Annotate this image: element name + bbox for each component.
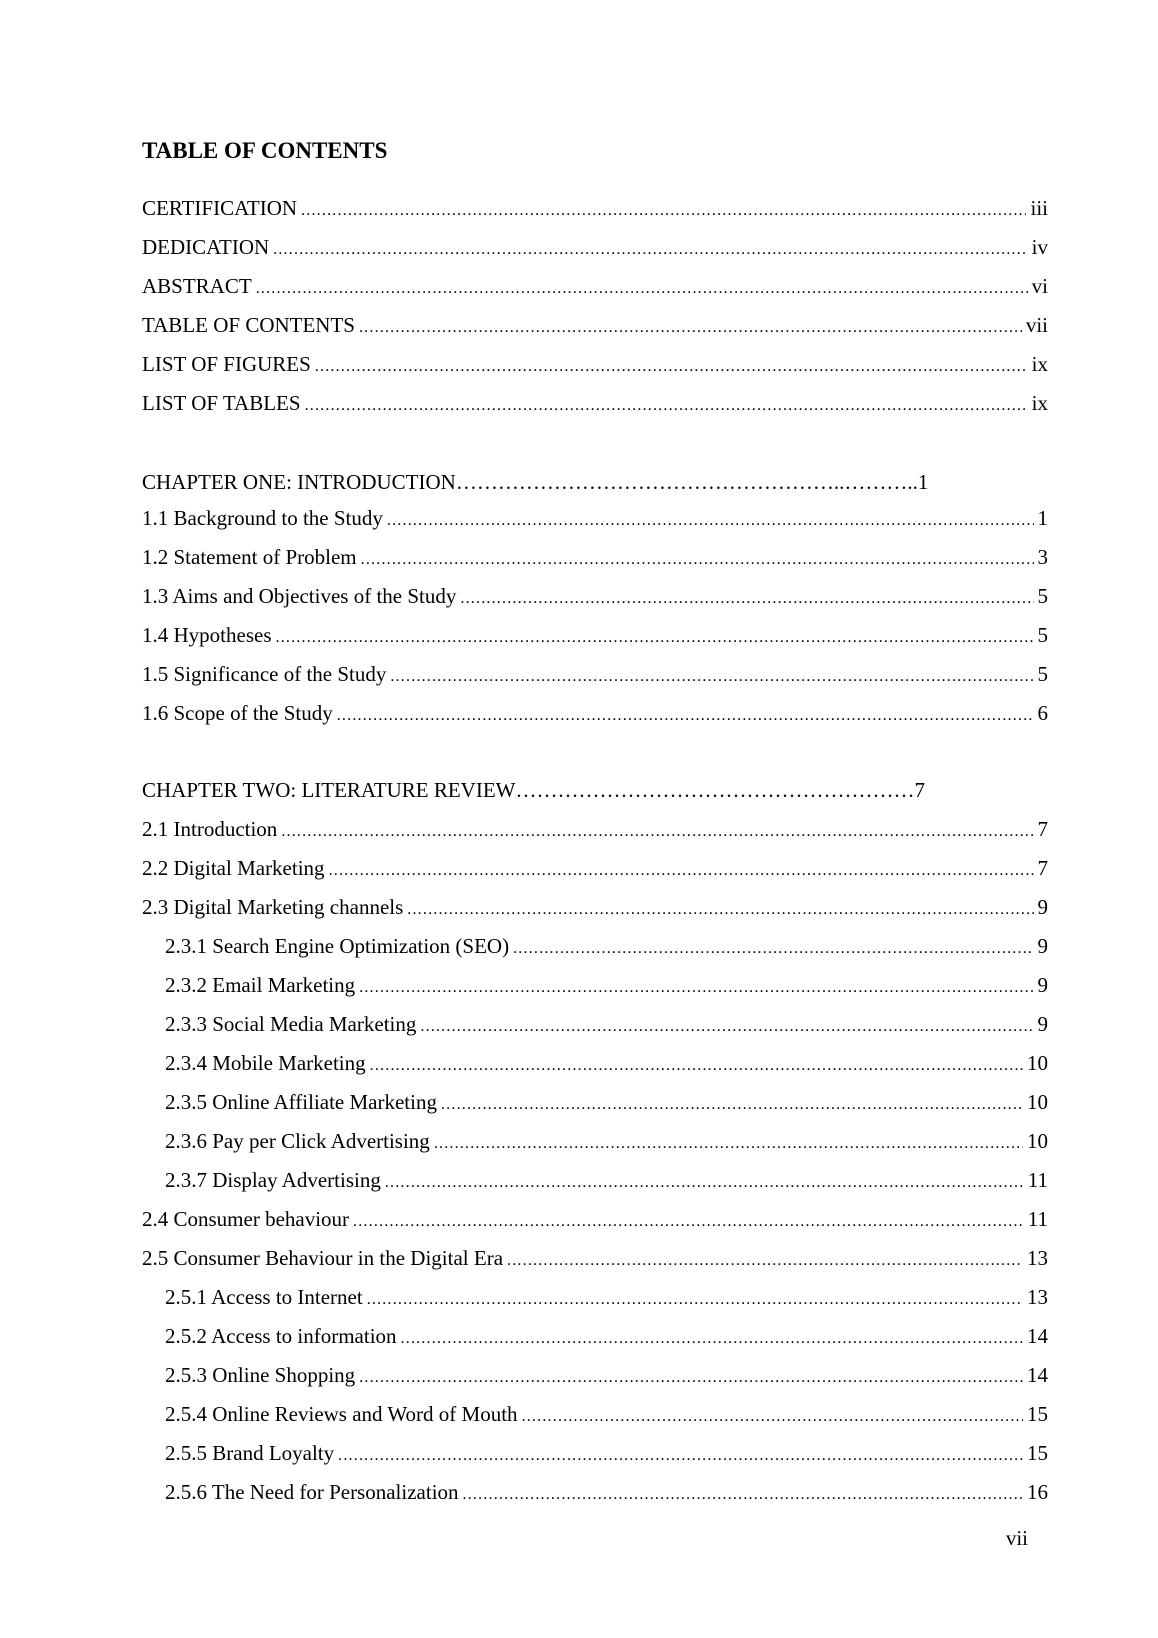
toc-entry-label: LIST OF TABLES <box>142 391 301 415</box>
toc-entry-page: 7 <box>1037 856 1048 880</box>
leader-dots <box>367 1287 1023 1313</box>
toc-entry-page: 6 <box>1037 701 1048 725</box>
toc-entry-page: 9 <box>1037 895 1048 919</box>
toc-entry[interactable] <box>142 1206 1048 1232</box>
toc-entry-abstract[interactable] <box>142 273 1048 299</box>
leader-dots <box>387 508 1034 534</box>
toc-entry-label: 2.5.2 Access to information <box>165 1324 397 1348</box>
toc-entry-label: LIST OF FIGURES <box>142 352 311 376</box>
toc-entry-page: iii <box>1030 196 1048 220</box>
toc-entry[interactable] <box>142 505 1048 531</box>
leader-dots <box>407 897 1033 923</box>
toc-entry[interactable] <box>142 700 1048 726</box>
toc-subentry[interactable] <box>165 1011 1048 1037</box>
toc-entry-page: vii <box>1025 313 1048 337</box>
toc-entry[interactable] <box>142 544 1048 570</box>
toc-subentry[interactable] <box>165 1284 1048 1310</box>
leader-dots <box>281 819 1033 845</box>
toc-entry[interactable] <box>142 661 1048 687</box>
toc-entry-label: 1.2 Statement of Problem <box>142 545 357 569</box>
toc-entry-label: 2.4 Consumer behaviour <box>142 1207 350 1231</box>
toc-entry[interactable] <box>142 816 1048 842</box>
leader-dots <box>273 237 1028 263</box>
leader-dots <box>441 1092 1023 1118</box>
toc-entry-label: 2.5 Consumer Behaviour in the Digital Era <box>142 1246 504 1270</box>
toc-subentry[interactable] <box>165 1167 1048 1193</box>
leader-dots <box>370 1053 1023 1079</box>
leader-dots <box>359 975 1033 1001</box>
toc-entry-table-of-contents[interactable] <box>142 312 1048 338</box>
toc-entry-label: 1.3 Aims and Objectives of the Study <box>142 584 457 608</box>
toc-subentry[interactable] <box>165 972 1048 998</box>
toc-entry-page: 15 <box>1027 1402 1048 1426</box>
toc-entry-label: 2.5.6 The Need for Personalization <box>165 1480 459 1504</box>
toc-title: TABLE OF CONTENTS <box>142 138 388 163</box>
toc-entry-page: 9 <box>1037 1012 1048 1036</box>
toc-entry-list-of-tables[interactable] <box>142 390 1048 416</box>
toc-entry-label: 2.5.1 Access to Internet <box>165 1285 363 1309</box>
toc-entry-list-of-figures[interactable] <box>142 351 1048 377</box>
leader-dots <box>434 1131 1023 1157</box>
leader-dots <box>401 1326 1023 1352</box>
toc-subentry[interactable] <box>165 1362 1048 1388</box>
toc-entry-label: TABLE OF CONTENTS <box>142 313 355 337</box>
toc-entry-page: 9 <box>1037 973 1048 997</box>
leader-dots <box>276 625 1034 651</box>
toc-entry-page: 1 <box>1037 506 1048 530</box>
toc-entry-label: 1.4 Hypotheses <box>142 623 272 647</box>
toc-entry-page: 10 <box>1027 1090 1048 1114</box>
leader-dots <box>359 315 1022 341</box>
toc-subentry[interactable] <box>165 1440 1048 1466</box>
toc-entry-label: 2.3.6 Pay per Click Advertising <box>165 1129 430 1153</box>
toc-entry-page: 14 <box>1027 1324 1048 1348</box>
toc-entry-label: 2.3 Digital Marketing channels <box>142 895 404 919</box>
leader-dots <box>385 1170 1024 1196</box>
toc-entry-page: 11 <box>1027 1168 1048 1192</box>
toc-entry-page: 5 <box>1037 662 1048 686</box>
toc-entry-label: 1.1 Background to the Study <box>142 506 383 530</box>
toc-entry-label: 2.3.4 Mobile Marketing <box>165 1051 366 1075</box>
toc-entry-page: 10 <box>1027 1051 1048 1075</box>
leader-dots <box>420 1014 1033 1040</box>
toc-entry-certification[interactable] <box>142 195 1048 221</box>
chapter-one-heading[interactable]: CHAPTER ONE: INTRODUCTION………………………………………………..………..1 <box>142 470 929 494</box>
leader-dots <box>513 936 1033 962</box>
toc-subentry[interactable] <box>165 933 1048 959</box>
leader-dots <box>329 858 1034 884</box>
toc-entry-page: 7 <box>1037 817 1048 841</box>
toc-entry-page: 13 <box>1027 1246 1048 1270</box>
toc-entry[interactable] <box>142 1245 1048 1271</box>
leader-dots <box>301 198 1026 224</box>
toc-entry-page: 5 <box>1037 623 1048 647</box>
toc-entry-page: iv <box>1031 235 1048 259</box>
toc-entry-page: 14 <box>1027 1363 1048 1387</box>
toc-entry-page: ix <box>1031 352 1048 376</box>
leader-dots <box>353 1209 1024 1235</box>
toc-entry-page: vi <box>1031 274 1048 298</box>
leader-dots <box>359 1365 1023 1391</box>
toc-subentry[interactable] <box>165 1050 1048 1076</box>
toc-entry[interactable] <box>142 583 1048 609</box>
toc-subentry[interactable] <box>165 1323 1048 1349</box>
toc-subentry[interactable] <box>165 1401 1048 1427</box>
toc-entry-label: 2.3.2 Email Marketing <box>165 973 356 997</box>
toc-subentry[interactable] <box>165 1479 1048 1505</box>
toc-entry-page: 15 <box>1027 1441 1048 1465</box>
toc-entry-page: 3 <box>1037 545 1048 569</box>
leader-dots <box>305 393 1028 419</box>
leader-dots <box>337 703 1034 729</box>
toc-entry-label: CERTIFICATION <box>142 196 298 220</box>
toc-entry-page: 9 <box>1037 934 1048 958</box>
toc-entry-page: 16 <box>1027 1480 1048 1504</box>
leader-dots <box>315 354 1028 380</box>
toc-entry-label: 2.5.5 Brand Loyalty <box>165 1441 335 1465</box>
leader-dots <box>338 1443 1023 1469</box>
toc-entry-label: 2.5.3 Online Shopping <box>165 1363 356 1387</box>
leader-dots <box>507 1248 1023 1274</box>
toc-entry-label: 1.5 Significance of the Study <box>142 662 387 686</box>
toc-entry-label: DEDICATION <box>142 235 270 259</box>
toc-entry-page: 11 <box>1027 1207 1048 1231</box>
toc-entry-page: 13 <box>1027 1285 1048 1309</box>
toc-entry-label: 2.3.7 Display Advertising <box>165 1168 381 1192</box>
chapter-two-heading[interactable]: CHAPTER TWO: LITERATURE REVIEW…………………………………………………7 <box>142 778 925 802</box>
toc-entry[interactable] <box>142 855 1048 881</box>
toc-entry-page: 10 <box>1027 1129 1048 1153</box>
leader-dots <box>460 586 1033 612</box>
toc-entry-dedication[interactable] <box>142 234 1048 260</box>
toc-entry-label: 2.5.4 Online Reviews and Word of Mouth <box>165 1402 518 1426</box>
toc-entry-label: 1.6 Scope of the Study <box>142 701 333 725</box>
toc-subentry[interactable] <box>165 1128 1048 1154</box>
toc-entry[interactable] <box>142 894 1048 920</box>
toc-entry-label: 2.3.5 Online Affiliate Marketing <box>165 1090 437 1114</box>
leader-dots <box>522 1404 1023 1430</box>
toc-entry-label: ABSTRACT <box>142 274 252 298</box>
toc-entry-label: 2.3.1 Search Engine Optimization (SEO) <box>165 934 510 958</box>
toc-entry-label: 2.3.3 Social Media Marketing <box>165 1012 417 1036</box>
leader-dots <box>390 664 1033 690</box>
toc-entry-page: ix <box>1031 391 1048 415</box>
toc-entry-label: 2.1 Introduction <box>142 817 278 841</box>
toc-subentry[interactable] <box>165 1089 1048 1115</box>
toc-entry[interactable] <box>142 622 1048 648</box>
leader-dots <box>256 276 1028 302</box>
page-number: vii <box>1005 1526 1028 1550</box>
toc-entry-page: 5 <box>1037 584 1048 608</box>
leader-dots <box>361 547 1034 573</box>
leader-dots <box>463 1482 1023 1508</box>
toc-entry-label: 2.2 Digital Marketing <box>142 856 325 880</box>
